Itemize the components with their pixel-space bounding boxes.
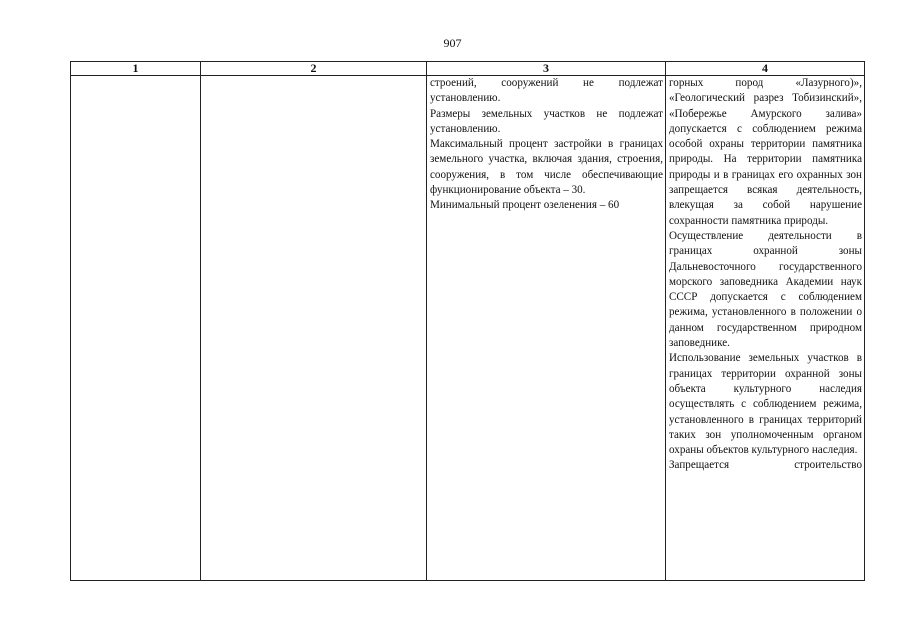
col4-paragraph: горных пород «Лазурного)», «Геологический разрез Тобизинский», «Побережье Амурского залива» допускается с соблюдением режима особой охраны территории памятника природы. На территории памятника природы и в границах его охранных зон запрещается всякая деятельность, влекущая за собой нарушение сохранности памятника природы. — [669, 77, 862, 227]
col4-paragraph: Использование земельных участков в границах территории охранной зоны объекта культурного наследия осуществлять с соблюдением режима, установленного в границах территорий таких зон уполномоченным органом охраны объектов культурного наследия. — [669, 352, 862, 457]
document-table — [70, 61, 865, 581]
column-header-4: 4 — [666, 62, 865, 76]
col4-paragraph: Осуществление деятельности в границах охранной зоны Дальневосточного государственного морского заповедника Академии наук СССР допускается с соблюдением режима, установленного в положении о данном государственном природном заповеднике. — [669, 229, 862, 350]
table-cell-col1 — [71, 76, 201, 581]
col3-paragraph: строений, сооружений не подлежат установлению. — [430, 77, 663, 105]
table-header-row — [71, 62, 865, 76]
table-cell-col3 — [427, 76, 666, 581]
page-number: 907 — [443, 36, 462, 50]
column-header-1: 1 — [71, 62, 201, 76]
table-cell-col4 — [666, 76, 865, 581]
col3-paragraph: Размеры земельных участков не подлежат установлению. — [430, 107, 663, 135]
column-header-3: 3 — [427, 62, 666, 76]
col3-paragraph: Максимальный процент застройки в границах земельного участка, включая здания, строения, сооружения, в том числе обеспечивающие функционирование объекта – 30. — [430, 138, 663, 197]
table-cell-col2 — [201, 76, 427, 581]
col4-paragraph: Запрещается строительство — [669, 459, 862, 472]
table-row — [71, 76, 865, 581]
col3-paragraph: Минимальный процент озеленения – 60 — [430, 199, 620, 212]
column-header-2: 2 — [201, 62, 427, 76]
